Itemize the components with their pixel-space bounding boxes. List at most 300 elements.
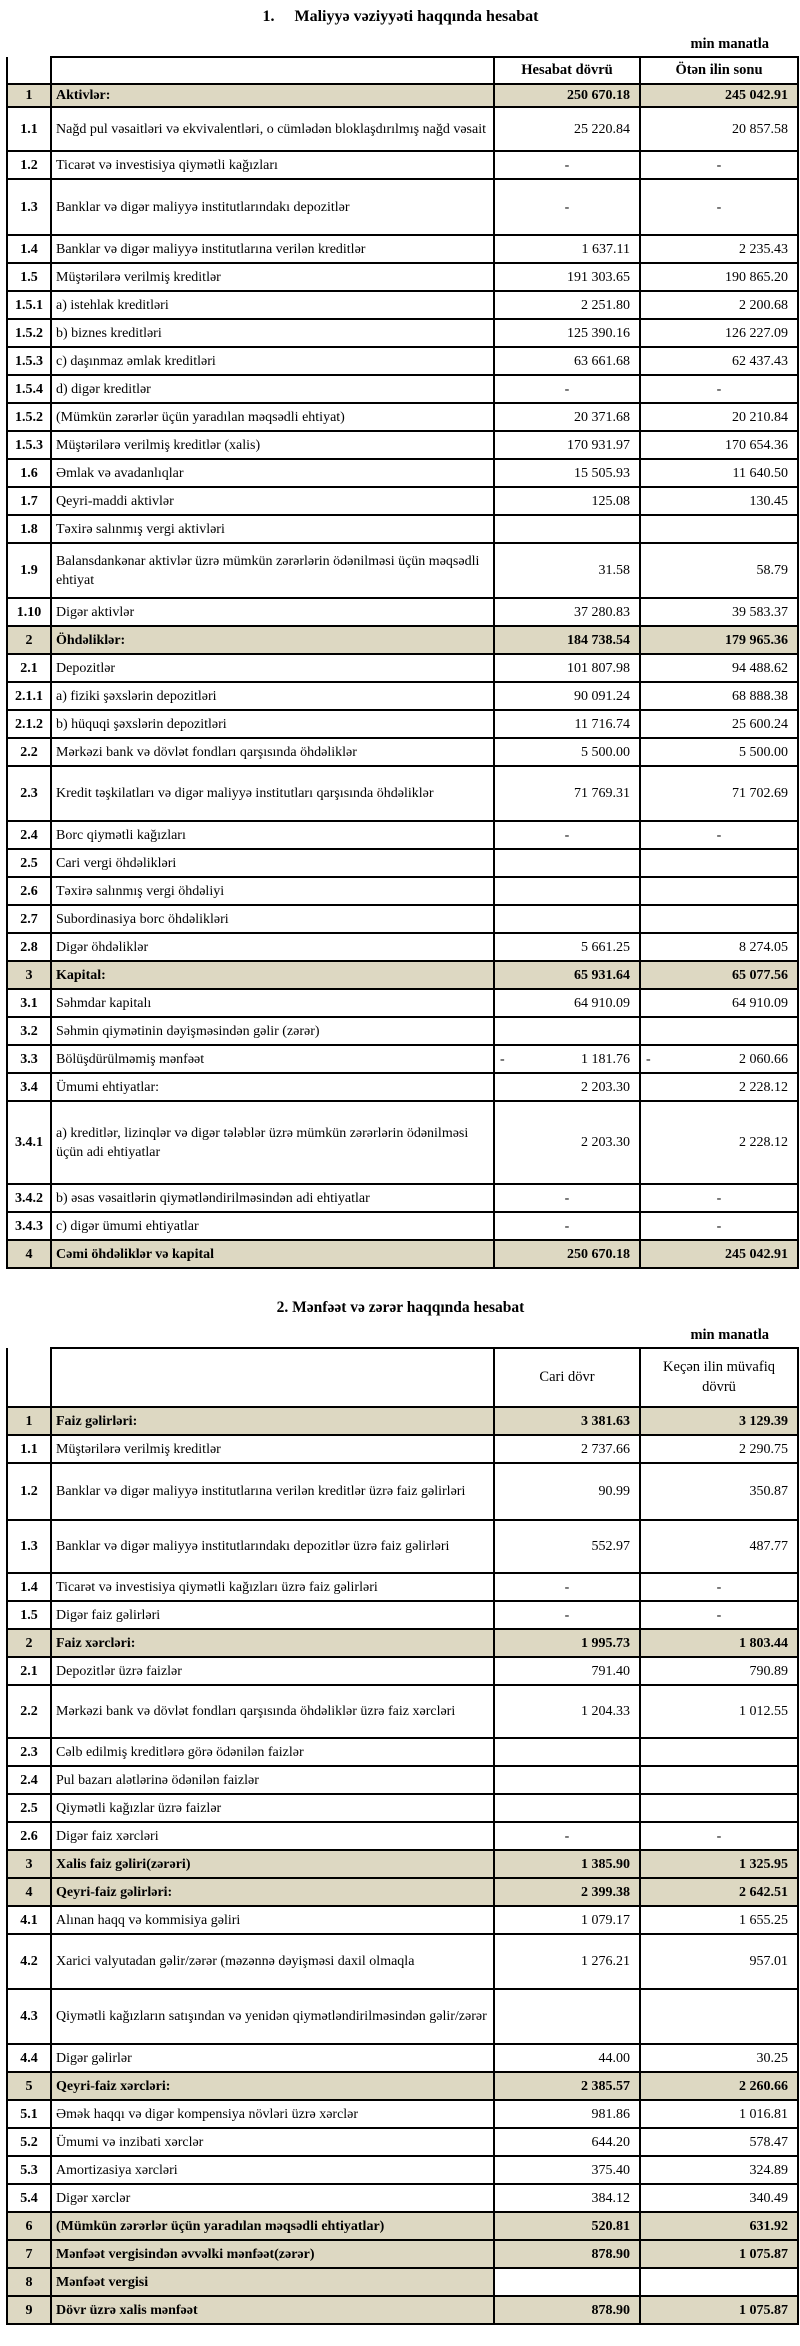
row-value: 94 488.62 [640, 654, 798, 682]
table-row [7, 1463, 798, 1520]
row-label: Səhmdar kapitalı [51, 989, 494, 1017]
row-number: 1.2 [7, 1463, 51, 1520]
row-value: 1 637.11 [494, 235, 640, 263]
row-value [640, 877, 798, 905]
table-row [7, 877, 798, 905]
row-value: 31.58 [494, 543, 640, 598]
table-row [7, 1240, 798, 1268]
row-value: 5 500.00 [494, 738, 640, 766]
row-value [640, 1017, 798, 1045]
row-label: Müştərilərə verilmiş kreditlər (xalis) [51, 431, 494, 459]
row-value: 2 235.43 [640, 235, 798, 263]
row-label: d) digər kreditlər [51, 375, 494, 403]
header-empty-label-cell [51, 1348, 494, 1407]
row-label: Amortizasiya xərcləri [51, 2156, 494, 2184]
header-corner-cell [7, 57, 51, 84]
row-label: Kredit təşkilatları və digər maliyyə institutları qarşısında öhdəliklər [51, 766, 494, 821]
row-value: 384.12 [494, 2184, 640, 2212]
row-number: 1.2 [7, 151, 51, 179]
table-row [7, 347, 798, 375]
income-statement-unit-label: min manatla [690, 1327, 769, 1344]
row-label: Ümumi və inzibati xərclər [51, 2128, 494, 2156]
table-row [7, 1601, 798, 1629]
row-label: Faiz xərcləri: [51, 1629, 494, 1657]
row-number: 1.1 [7, 107, 51, 151]
row-label: Qeyri-faiz gəlirləri: [51, 1878, 494, 1906]
table-row [7, 1629, 798, 1657]
row-number: 2.2 [7, 738, 51, 766]
row-label: (Mümkün zərərlər üçün yaradılan məqsədli ehtiyatlar) [51, 2212, 494, 2240]
table-row [7, 2128, 798, 2156]
row-label: Banklar və digər maliyyə institutlarındakı depozitlər [51, 179, 494, 235]
table-row [7, 961, 798, 989]
table-row [7, 989, 798, 1017]
table-row [7, 766, 798, 821]
row-value: - [640, 1573, 798, 1601]
table-row [7, 263, 798, 291]
row-value: 68 888.38 [640, 682, 798, 710]
row-value: 2 290.75 [640, 1435, 798, 1463]
row-value: - [640, 1601, 798, 1629]
row-label: Digər aktivlər [51, 598, 494, 626]
row-value: 125.08 [494, 487, 640, 515]
table-row [7, 1906, 798, 1934]
table-row [7, 849, 798, 877]
row-value: 1 655.25 [640, 1906, 798, 1934]
row-value: 1 276.21 [494, 1934, 640, 1989]
table-row [7, 1657, 798, 1685]
row-label: Əmək haqqı və digər kompensiya növləri üzrə xərclər [51, 2100, 494, 2128]
row-value: 2 203.30 [494, 1101, 640, 1184]
balance-sheet-title: 1. Maliyyə vəziyyəti haqqında hesabat [262, 8, 539, 25]
row-value: 1 995.73 [494, 1629, 640, 1657]
row-value: 90.99 [494, 1463, 640, 1520]
row-value: 3 129.39 [640, 1407, 798, 1435]
row-value [494, 905, 640, 933]
row-label: c) daşınmaz əmlak kreditləri [51, 347, 494, 375]
row-label: Səhmin qiymətinin dəyişməsindən gəlir (zərər) [51, 1017, 494, 1045]
row-label: Xalis faiz gəliri(zərəri) [51, 1850, 494, 1878]
row-number: 7 [7, 2240, 51, 2268]
row-value: 39 583.37 [640, 598, 798, 626]
balance-sheet-section [6, 8, 795, 1269]
row-label: Digər xərclər [51, 2184, 494, 2212]
table-row [7, 235, 798, 263]
table-row [7, 1073, 798, 1101]
row-label: Cəlb edilmiş kreditlərə görə ödənilən faizlər [51, 1738, 494, 1766]
row-value: 1 012.55 [640, 1685, 798, 1738]
row-label: Subordinasiya borc öhdəlikləri [51, 905, 494, 933]
row-number: 3.4 [7, 1073, 51, 1101]
row-value: 191 303.65 [494, 263, 640, 291]
table-row [7, 1017, 798, 1045]
row-value: - [494, 1184, 640, 1212]
row-value [640, 1794, 798, 1822]
row-value: 520.81 [494, 2212, 640, 2240]
row-number: 3 [7, 1850, 51, 1878]
row-label: Aktivlər: [51, 84, 494, 107]
row-label: Balansdankənar aktivlər üzrə mümkün zərərlərin ödənilməsi üçün məqsədli ehtiyat [51, 543, 494, 598]
row-value: - [494, 1573, 640, 1601]
row-label: Müştərilərə verilmiş kreditlər [51, 263, 494, 291]
table-row [7, 1685, 798, 1738]
table-row [7, 1738, 798, 1766]
table-row [7, 1822, 798, 1850]
row-number: 1.9 [7, 543, 51, 598]
row-value: 71 702.69 [640, 766, 798, 821]
row-number: 1.5.4 [7, 375, 51, 403]
row-value: 981.86 [494, 2100, 640, 2128]
row-value: 878.90 [494, 2240, 640, 2268]
row-value: 44.00 [494, 2044, 640, 2072]
row-value: 375.40 [494, 2156, 640, 2184]
row-number: 1 [7, 84, 51, 107]
row-value: - [494, 375, 640, 403]
row-value: - [494, 179, 640, 235]
row-value: 2 260.66 [640, 2072, 798, 2100]
row-value: 250 670.18 [494, 1240, 640, 1268]
row-label: Digər faiz xərcləri [51, 1822, 494, 1850]
table-row [7, 654, 798, 682]
row-number: 5 [7, 2072, 51, 2100]
row-number: 2.8 [7, 933, 51, 961]
table-row [7, 1766, 798, 1794]
row-number: 1.7 [7, 487, 51, 515]
table-row [7, 1520, 798, 1573]
row-value [640, 515, 798, 543]
row-value: - [640, 1212, 798, 1240]
row-value [494, 515, 640, 543]
row-number: 5.3 [7, 2156, 51, 2184]
row-value [640, 1738, 798, 1766]
row-number: 1.5.2 [7, 403, 51, 431]
table-row [7, 2296, 798, 2324]
row-number: 2 [7, 1629, 51, 1657]
row-number: 1.5.2 [7, 319, 51, 347]
table-row [7, 2044, 798, 2072]
table-row [7, 1850, 798, 1878]
row-number: 2.6 [7, 1822, 51, 1850]
column-header-previous-year-end: Ötən ilin sonu [640, 57, 798, 84]
table-row [7, 821, 798, 849]
table-row [7, 1934, 798, 1989]
row-value: - 2 060.66 [640, 1045, 798, 1073]
row-number: 1.5 [7, 263, 51, 291]
row-label: Depozitlər [51, 654, 494, 682]
row-value: 644.20 [494, 2128, 640, 2156]
row-number: 2.1.1 [7, 682, 51, 710]
header-empty-label-cell [51, 57, 494, 84]
row-label: a) istehlak kreditləri [51, 291, 494, 319]
row-value: 1 803.44 [640, 1629, 798, 1657]
row-value: 1 385.90 [494, 1850, 640, 1878]
column-header-row [7, 57, 798, 84]
row-label: Öhdəliklər: [51, 626, 494, 654]
row-label: a) kreditlər, lizinqlər və digər tələblər üzrə mümkün zərərlərin ödənilməsi üçün adi ehtiyatlar [51, 1101, 494, 1184]
row-label: b) biznes kreditləri [51, 319, 494, 347]
row-label: Digər öhdəliklər [51, 933, 494, 961]
row-value: 64 910.09 [494, 989, 640, 1017]
row-number: 4.2 [7, 1934, 51, 1989]
row-label: Digər faiz gəlirləri [51, 1601, 494, 1629]
row-number: 2.6 [7, 877, 51, 905]
row-number: 2.2 [7, 1685, 51, 1738]
table-row [7, 738, 798, 766]
column-header-previous-period: Keçən ilin müvafiq dövrü [640, 1348, 798, 1407]
row-number: 8 [7, 2268, 51, 2296]
table-row [7, 487, 798, 515]
row-value: 8 274.05 [640, 933, 798, 961]
row-label: Alınan haqq və kommisiya gəliri [51, 1906, 494, 1934]
row-value: 20 857.58 [640, 107, 798, 151]
row-number: 1.5.3 [7, 431, 51, 459]
row-value: 2 228.12 [640, 1101, 798, 1184]
row-value [640, 1766, 798, 1794]
row-value: - [494, 1601, 640, 1629]
row-value: 65 931.64 [494, 961, 640, 989]
table-row [7, 2240, 798, 2268]
row-label: Xarici valyutadan gəlir/zərər (məzənnə dəyişməsi daxil olmaqla [51, 1934, 494, 1989]
column-header-reporting-period: Hesabat dövrü [494, 57, 640, 84]
table-row [7, 1184, 798, 1212]
table-row [7, 626, 798, 654]
row-label: Mənfəət vergisindən əvvəlki mənfəət(zərər) [51, 2240, 494, 2268]
row-value: - [640, 1822, 798, 1850]
row-value: 11 640.50 [640, 459, 798, 487]
row-value: 64 910.09 [640, 989, 798, 1017]
row-value: - [640, 375, 798, 403]
row-value: 552.97 [494, 1520, 640, 1573]
row-value: 790.89 [640, 1657, 798, 1685]
row-value: 20 210.84 [640, 403, 798, 431]
row-label: Əmlak və avadanlıqlar [51, 459, 494, 487]
balance-sheet-unit-label: min manatla [690, 36, 769, 52]
row-value: 37 280.83 [494, 598, 640, 626]
row-value: 350.87 [640, 1463, 798, 1520]
row-value [494, 1766, 640, 1794]
row-value [640, 2268, 798, 2296]
row-value: 487.77 [640, 1520, 798, 1573]
row-value: 1 325.95 [640, 1850, 798, 1878]
row-value: - [640, 821, 798, 849]
row-value [494, 1794, 640, 1822]
row-value: - [640, 1184, 798, 1212]
table-row [7, 905, 798, 933]
table-row [7, 375, 798, 403]
row-value: 101 807.98 [494, 654, 640, 682]
row-value: 2 228.12 [640, 1073, 798, 1101]
row-value [494, 1989, 640, 2044]
row-label: Banklar və digər maliyyə institutlarına verilən kreditlər üzrə faiz gəlirləri [51, 1463, 494, 1520]
row-value: 1 079.17 [494, 1906, 640, 1934]
row-value [640, 849, 798, 877]
row-value: 2 200.68 [640, 291, 798, 319]
row-value: 578.47 [640, 2128, 798, 2156]
row-value: - 1 181.76 [494, 1045, 640, 1073]
row-label: Təxirə salınmış vergi öhdəliyi [51, 877, 494, 905]
row-value: 2 251.80 [494, 291, 640, 319]
row-value: 245 042.91 [640, 84, 798, 107]
row-value: - [494, 1822, 640, 1850]
table-row [7, 291, 798, 319]
row-number: 1.5.1 [7, 291, 51, 319]
row-label: Dövr üzrə xalis mənfəət [51, 2296, 494, 2324]
row-value: 791.40 [494, 1657, 640, 1685]
income-statement-table [6, 1347, 799, 2325]
row-label: Banklar və digər maliyyə institutlarına verilən kreditlər [51, 235, 494, 263]
row-value: 3 381.63 [494, 1407, 640, 1435]
row-value: 2 399.38 [494, 1878, 640, 1906]
row-value: 324.89 [640, 2156, 798, 2184]
row-number: 1.4 [7, 1573, 51, 1601]
row-number: 4.3 [7, 1989, 51, 2044]
row-value: 25 220.84 [494, 107, 640, 151]
row-value: 250 670.18 [494, 84, 640, 107]
row-number: 4.1 [7, 1906, 51, 1934]
row-value: 245 042.91 [640, 1240, 798, 1268]
table-row [7, 1878, 798, 1906]
row-label: Qeyri-maddi aktivlər [51, 487, 494, 515]
row-number: 3.4.3 [7, 1212, 51, 1240]
row-value: 65 077.56 [640, 961, 798, 989]
row-number: 2.1 [7, 1657, 51, 1685]
row-label: Ticarət və investisiya qiymətli kağızları üzrə faiz gəlirləri [51, 1573, 494, 1601]
row-value: 340.49 [640, 2184, 798, 2212]
row-value: 170 654.36 [640, 431, 798, 459]
row-label: Depozitlər üzrə faizlər [51, 1657, 494, 1685]
row-value: 125 390.16 [494, 319, 640, 347]
row-number: 2.5 [7, 1794, 51, 1822]
table-row [7, 1989, 798, 2044]
row-value: 2 385.57 [494, 2072, 640, 2100]
row-value: 957.01 [640, 1934, 798, 1989]
row-number: 2.3 [7, 1738, 51, 1766]
income-statement-title: 2. Mənfəət və zərər haqqında hesabat [276, 1299, 525, 1317]
row-number: 1.6 [7, 459, 51, 487]
column-header-current-period: Cari dövr [494, 1348, 640, 1407]
table-row [7, 459, 798, 487]
column-header-row [7, 1348, 798, 1407]
row-label: Digər gəlirlər [51, 2044, 494, 2072]
table-row [7, 2156, 798, 2184]
row-number: 1.3 [7, 179, 51, 235]
row-number: 3.4.1 [7, 1101, 51, 1184]
row-value: 30.25 [640, 2044, 798, 2072]
row-number: 3 [7, 961, 51, 989]
table-row [7, 598, 798, 626]
row-number: 1.3 [7, 1520, 51, 1573]
row-value [640, 1989, 798, 2044]
row-number: 2.4 [7, 1766, 51, 1794]
row-number: 2.4 [7, 821, 51, 849]
row-value [494, 1738, 640, 1766]
row-number: 1.5 [7, 1601, 51, 1629]
row-value: - [494, 151, 640, 179]
row-value: 1 016.81 [640, 2100, 798, 2128]
row-label: (Mümkün zərərlər üçün yaradılan məqsədli ehtiyat) [51, 403, 494, 431]
row-value [494, 1017, 640, 1045]
row-value: 184 738.54 [494, 626, 640, 654]
row-value: 130.45 [640, 487, 798, 515]
table-row [7, 1101, 798, 1184]
row-value: - [494, 1212, 640, 1240]
row-label: a) fiziki şəxslərin depozitləri [51, 682, 494, 710]
row-value: 2 203.30 [494, 1073, 640, 1101]
row-value: 2 642.51 [640, 1878, 798, 1906]
table-row [7, 1794, 798, 1822]
row-value: 179 965.36 [640, 626, 798, 654]
row-value [494, 877, 640, 905]
row-number: 3.2 [7, 1017, 51, 1045]
row-label: Cari vergi öhdəlikləri [51, 849, 494, 877]
row-number: 2.5 [7, 849, 51, 877]
table-row [7, 1435, 798, 1463]
table-row [7, 1573, 798, 1601]
table-row [7, 515, 798, 543]
row-value: 1 075.87 [640, 2240, 798, 2268]
row-number: 4 [7, 1878, 51, 1906]
row-label: b) hüquqi şəxslərin depozitləri [51, 710, 494, 738]
row-value: 25 600.24 [640, 710, 798, 738]
table-row [7, 319, 798, 347]
row-label: Bölüşdürülməmiş mənfəət [51, 1045, 494, 1073]
row-number: 1.5.3 [7, 347, 51, 375]
row-label: Qiymətli kağızlar üzrə faizlər [51, 1794, 494, 1822]
table-row [7, 2100, 798, 2128]
row-value: 126 227.09 [640, 319, 798, 347]
table-row [7, 933, 798, 961]
row-value [640, 905, 798, 933]
row-value: - [640, 179, 798, 235]
row-value: 90 091.24 [494, 682, 640, 710]
row-label: Faiz gəlirləri: [51, 1407, 494, 1435]
table-row [7, 2212, 798, 2240]
row-label: Cəmi öhdəliklər və kapital [51, 1240, 494, 1268]
row-number: 3.3 [7, 1045, 51, 1073]
row-value [494, 2268, 640, 2296]
row-label: Ümumi ehtiyatlar: [51, 1073, 494, 1101]
row-number: 1 [7, 1407, 51, 1435]
row-label: Müştərilərə verilmiş kreditlər [51, 1435, 494, 1463]
row-value: 20 371.68 [494, 403, 640, 431]
row-value [494, 849, 640, 877]
row-value: - [640, 151, 798, 179]
table-row [7, 431, 798, 459]
row-value: 63 661.68 [494, 347, 640, 375]
table-row [7, 403, 798, 431]
row-number: 3.1 [7, 989, 51, 1017]
row-number: 2.1 [7, 654, 51, 682]
row-number: 2.7 [7, 905, 51, 933]
row-value: 71 769.31 [494, 766, 640, 821]
row-number: 5.2 [7, 2128, 51, 2156]
row-number: 4.4 [7, 2044, 51, 2072]
row-value: 11 716.74 [494, 710, 640, 738]
table-row [7, 179, 798, 235]
row-value: 170 931.97 [494, 431, 640, 459]
row-label: Mərkəzi bank və dövlət fondları qarşısında öhdəliklər [51, 738, 494, 766]
table-row [7, 107, 798, 151]
row-value: 631.92 [640, 2212, 798, 2240]
table-row [7, 2072, 798, 2100]
row-value: 190 865.20 [640, 263, 798, 291]
row-number: 2 [7, 626, 51, 654]
row-label: Təxirə salınmış vergi aktivləri [51, 515, 494, 543]
row-label: Mənfəət vergisi [51, 2268, 494, 2296]
row-label: Qiymətli kağızların satışından və yenidən qiymətləndirilməsindən gəlir/zərər [51, 1989, 494, 2044]
table-row [7, 710, 798, 738]
row-number: 9 [7, 2296, 51, 2324]
